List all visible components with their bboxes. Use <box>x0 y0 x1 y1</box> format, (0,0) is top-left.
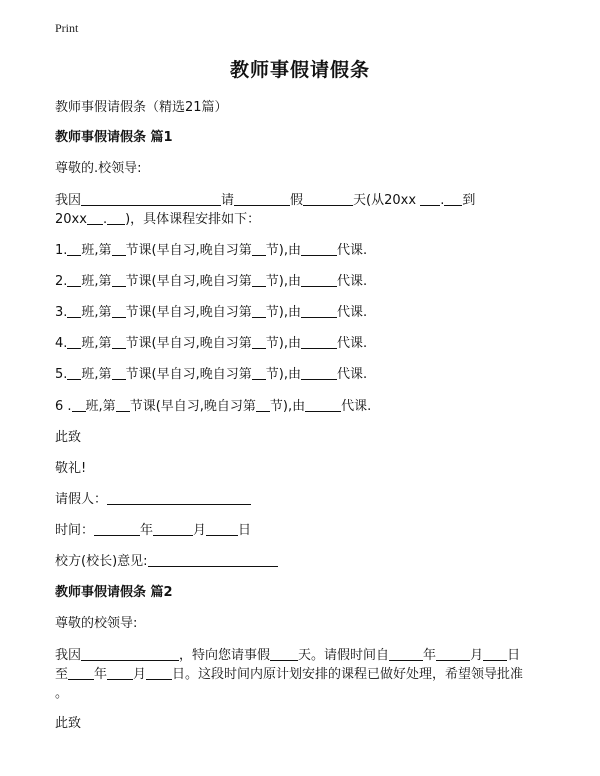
blank-end-year <box>68 666 94 680</box>
principal-opinion-line <box>55 550 278 569</box>
text-segment: 班,第 <box>85 399 116 414</box>
blank-days <box>270 647 298 661</box>
course-row <box>55 363 367 382</box>
text-segment: 20xx <box>55 212 87 227</box>
text-segment: 代课. <box>336 336 368 351</box>
blank-substitute <box>301 304 337 318</box>
blank-reason <box>81 647 179 661</box>
blank-period <box>112 366 126 380</box>
blank-applicant <box>107 491 251 505</box>
blank-substitute <box>301 335 337 349</box>
row-number: 2. <box>55 274 68 289</box>
text-segment: 天。请假时间自 <box>298 648 390 663</box>
blank-end-day <box>107 211 125 225</box>
course-row <box>55 301 367 320</box>
blank-day <box>206 522 238 536</box>
blank-evening-period <box>252 304 266 318</box>
course-row <box>55 395 371 414</box>
blank-class <box>67 304 81 318</box>
text-segment: . <box>102 212 108 227</box>
blank-period <box>116 398 130 412</box>
month-label: 月 <box>193 523 207 538</box>
blank-reason <box>81 192 221 206</box>
blank-start-month <box>420 192 440 206</box>
text-segment: 节课(早自习,晚自习第 <box>125 305 252 320</box>
blank-leave-type <box>234 192 290 206</box>
row-number: 5. <box>55 367 68 382</box>
time-label: 时间： <box>55 523 95 538</box>
text-segment: 月 <box>470 648 484 663</box>
blank-class <box>67 366 81 380</box>
blank-substitute <box>301 242 337 256</box>
section-2-heading: 教师事假请假条 篇2 <box>55 585 173 600</box>
section-2-closing: 此致 <box>55 716 82 731</box>
text-segment: )，具体课程安排如下： <box>125 212 261 227</box>
print-link[interactable]: Print <box>55 21 79 35</box>
course-row <box>55 239 367 258</box>
blank-days <box>303 192 353 206</box>
blank-evening-period <box>252 335 266 349</box>
course-row <box>55 270 367 289</box>
text-segment: 节课(早自习,晚自习第 <box>125 367 252 382</box>
principal-label: 校方(校长)意见: <box>55 554 148 569</box>
blank-principal-opinion <box>148 553 278 567</box>
blank-evening-period <box>252 242 266 256</box>
blank-period <box>112 304 126 318</box>
text-segment: 到 <box>462 193 476 208</box>
text-segment: 节课(早自习,晚自习第 <box>125 336 252 351</box>
text-segment: 假 <box>290 193 304 208</box>
section-2-paragraph-line-2 <box>55 663 523 682</box>
document-title: 教师事假请假条 <box>229 59 370 81</box>
blank-end-day <box>146 666 172 680</box>
row-number: 3. <box>55 305 68 320</box>
blank-start-day <box>444 192 462 206</box>
section-2-salutation: 尊敬的校领导: <box>55 616 138 631</box>
text-segment: 我因 <box>55 193 82 208</box>
row-number: 4. <box>55 336 68 351</box>
text-segment: 班,第 <box>81 243 112 258</box>
text-segment: 至 <box>55 667 69 682</box>
blank-evening-period <box>252 366 266 380</box>
text-segment: 日 <box>507 648 521 663</box>
day-label: 日 <box>238 523 252 538</box>
text-segment: 节课(早自习,晚自习第 <box>125 243 252 258</box>
section-2-paragraph-line-1 <box>55 644 520 663</box>
text-segment: 我因 <box>55 648 82 663</box>
text-segment: 节),由 <box>265 274 301 289</box>
text-segment: 节),由 <box>265 243 301 258</box>
text-segment: 班,第 <box>81 274 112 289</box>
blank-month <box>153 522 193 536</box>
row-number: 6 . <box>55 399 72 414</box>
blank-class <box>67 335 81 349</box>
section-1-salutation: 尊敬的.校领导: <box>55 161 142 176</box>
text-segment: 节),由 <box>269 399 306 414</box>
blank-year <box>94 522 140 536</box>
blank-class <box>67 273 81 287</box>
text-segment: 班,第 <box>81 367 112 382</box>
text-segment: 日。这段时间内原计划安排的课程已做好处理，希望领导批准 <box>172 667 524 682</box>
section-1-regards: 敬礼! <box>55 461 87 476</box>
blank-class <box>67 242 81 256</box>
text-segment: 代课. <box>336 243 368 258</box>
section-2-paragraph-line-3: 。 <box>55 686 69 701</box>
blank-period <box>112 273 126 287</box>
applicant-label: 请假人： <box>55 492 108 507</box>
blank-period <box>112 242 126 256</box>
blank-end-month <box>107 666 133 680</box>
text-segment: 代课. <box>336 367 368 382</box>
applicant-line <box>55 488 251 507</box>
text-segment: 年 <box>423 648 437 663</box>
blank-period <box>112 335 126 349</box>
section-1-closing: 此致 <box>55 430 82 445</box>
blank-substitute <box>301 273 337 287</box>
date-line <box>55 519 251 538</box>
text-segment: ，特向您请事假 <box>179 648 271 663</box>
blank-end-month <box>87 211 103 225</box>
text-segment: 节课(早自习,晚自习第 <box>125 274 252 289</box>
year-label: 年 <box>140 523 154 538</box>
text-segment: 节),由 <box>265 305 301 320</box>
text-segment: 代课. <box>341 399 372 414</box>
blank-evening-period <box>256 398 270 412</box>
row-number: 1. <box>55 243 68 258</box>
text-segment: . <box>440 193 445 208</box>
blank-class <box>72 398 86 412</box>
section-1-paragraph-line-1 <box>55 189 475 208</box>
section-1-heading: 教师事假请假条 篇1 <box>55 130 173 145</box>
blank-substitute <box>305 398 341 412</box>
blank-start-year <box>389 647 423 661</box>
text-segment: 月 <box>133 667 147 682</box>
text-segment: 请 <box>221 193 235 208</box>
course-row <box>55 332 367 351</box>
text-segment: 代课. <box>336 274 368 289</box>
blank-evening-period <box>252 273 266 287</box>
text-segment: 班,第 <box>81 305 112 320</box>
text-segment: 班,第 <box>81 336 112 351</box>
blank-start-month <box>436 647 470 661</box>
text-segment: 年 <box>94 667 108 682</box>
text-segment: 天(从20xx <box>353 193 417 208</box>
text-segment: 节课(早自习,晚自习第 <box>129 399 256 414</box>
blank-start-day <box>483 647 507 661</box>
text-segment: 节),由 <box>265 336 301 351</box>
section-1-paragraph-line-2 <box>55 208 260 227</box>
document-subtitle: 教师事假请假条（精选21篇） <box>55 100 228 115</box>
text-segment: 节),由 <box>265 367 301 382</box>
text-segment: 代课. <box>336 305 368 320</box>
blank-substitute <box>301 366 337 380</box>
